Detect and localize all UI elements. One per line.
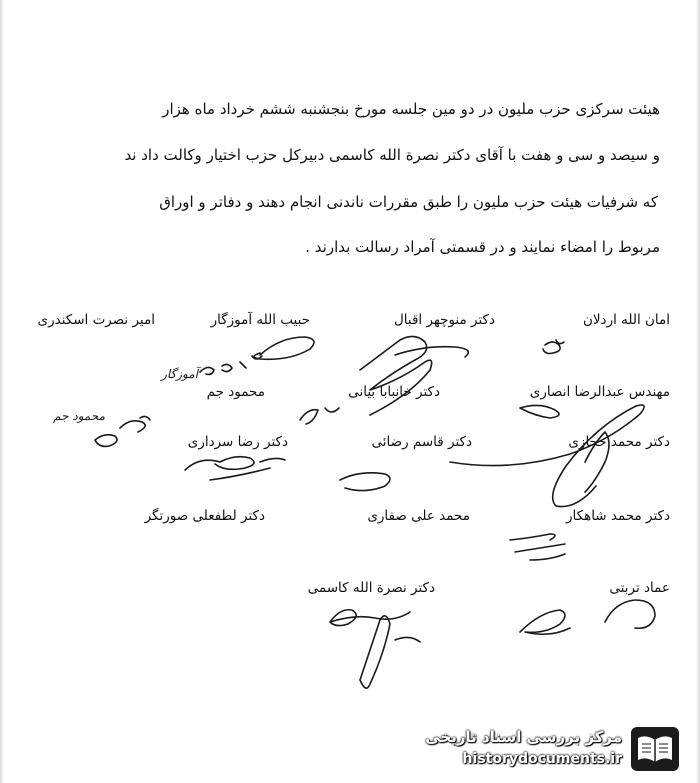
signatory-name: محمود جم <box>206 384 265 400</box>
signature-stroke <box>330 610 410 626</box>
signatory-name: دکتر خانبابا بیانی <box>348 384 440 400</box>
signature-stroke <box>200 356 262 375</box>
handwritten-mark: محمود جم <box>53 409 105 423</box>
scan-edge-right <box>696 0 700 783</box>
signature-stroke <box>185 457 285 480</box>
signatory-name: امیر نصرت اسکندری <box>37 312 155 328</box>
signature-stroke <box>340 473 390 491</box>
signatory-name: عماد تربتی <box>609 580 670 596</box>
scan-edge-left <box>0 0 4 783</box>
handwritten-mark: آموزگار <box>161 367 198 381</box>
signature-stroke <box>95 416 150 446</box>
signatory-name: محمد علی صفاری <box>367 508 470 524</box>
signatory-name: امان الله اردلان <box>582 312 670 328</box>
signatory-name: مهندس عبدالرضا انصاری <box>529 384 670 400</box>
signature-stroke <box>395 637 420 642</box>
signatory-name: حبیب الله آموزگار <box>210 312 310 328</box>
signatory-name: دکتر محمد شاهکار <box>565 508 670 524</box>
body-line-4: مربوط را امضاء نمایند و در قسمتی آمراد رسالت بدارند . <box>305 238 660 256</box>
signature-stroke <box>605 600 655 628</box>
signatory-name: دکتر قاسم رضائی <box>371 434 472 450</box>
signatory-name: دکتر نصرة الله کاسمی <box>307 580 435 596</box>
watermark-footer <box>408 722 688 778</box>
signature-stroke <box>395 347 468 357</box>
signatory-name: دکتر منوچهر اقبال <box>393 312 495 328</box>
signatory-name: دکتر محمد حجازی <box>568 434 670 450</box>
signature-stroke <box>510 534 565 560</box>
signature-stroke <box>360 616 390 688</box>
signatory-name: دکتر لطفعلی صورتگر <box>144 508 265 524</box>
watermark-title: مرکز بررسی اسناد تاریخی <box>425 728 622 746</box>
signature-stroke <box>520 610 570 634</box>
signature-stroke <box>543 340 564 354</box>
body-line-3: که شرفیات هیئت حزب ملیون را طبق مقررات ناندنی انجام دهند و دفاتر و اوراق <box>159 193 658 211</box>
signature-stroke <box>450 405 644 507</box>
open-book-logo-icon <box>630 726 680 772</box>
body-line-2: و سیصد و سی و هفت با آقای دکتر نصرة الله کاسمی دبیرکل حزب اختیار وکالت داد ند <box>124 146 660 164</box>
body-line-1: هیئت سرکزی حزب مليون در دو مين جلسه مورخ بنجشنبه ششم خرداد ماه هزار <box>162 100 660 118</box>
signature-stroke <box>300 408 339 424</box>
signature-stroke <box>360 336 432 415</box>
watermark-url: historydocuments.ir <box>462 751 622 767</box>
signatory-name: دکتر رضا سرداری <box>187 434 288 450</box>
signature-stroke <box>520 405 559 418</box>
signature-stroke <box>254 337 314 359</box>
